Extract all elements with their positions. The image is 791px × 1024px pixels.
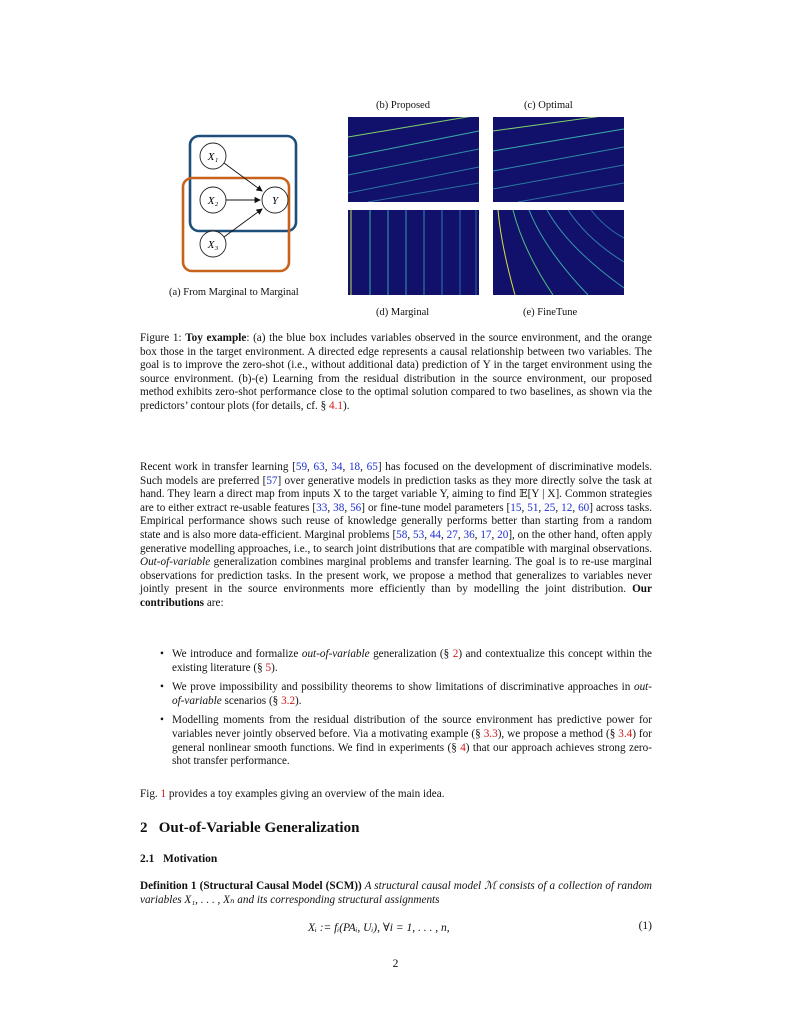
ref-section[interactable]: 5 (265, 661, 272, 674)
label-d: (d) Marginal (376, 307, 430, 318)
equation-number: (1) (638, 920, 652, 932)
subsection-heading: 2.1 Motivation (140, 853, 218, 865)
figure-title: Toy example (185, 332, 247, 344)
label-e: (e) FineTune (523, 307, 578, 318)
section-heading: 2 Out-of-Variable Generalization (140, 820, 360, 836)
citation[interactable]: 65 (366, 461, 378, 473)
contributions-list (172, 648, 652, 775)
ref-figure-1[interactable]: 1 (160, 788, 167, 800)
ref-section[interactable]: 3.4 (618, 727, 633, 740)
list-item: • We prove impossibility and possibility theorems to show limitations of discriminative approaches in out-of-variable scenarios (§ 3.2). (172, 681, 652, 708)
ref-section[interactable]: 4 (460, 741, 466, 754)
citation[interactable]: 51 (527, 501, 539, 514)
label-b: (b) Proposed (376, 100, 430, 111)
list-item: • Modelling moments from the residual distribution of the source environment has predictive power for variables never jointly observed before. Via a motivating example (§ 3.3), we propose a method (§ 3.4) for general nonlinear smooth functions. We find in experiments (§ 4) that our approach achieves strong zero-shot transfer performance. (172, 714, 652, 768)
figure-label: Figure 1: (140, 332, 182, 344)
label-c: (c) Optimal (524, 100, 573, 111)
plot-marginal (348, 210, 479, 295)
list-item: • We introduce and formalize out-of-variable generalization (§ 2) and contextualize this concept within the existing literature (§ 5). (172, 648, 652, 675)
figure-1 (140, 95, 652, 325)
node-x2: X₂ (207, 195, 219, 207)
citation[interactable]: 53 (413, 528, 425, 541)
page-number: 2 (392, 958, 399, 970)
citation[interactable]: 27 (446, 528, 458, 541)
citation[interactable]: 36 (463, 528, 475, 541)
ref-section[interactable]: 3.2 (281, 694, 296, 707)
citation[interactable]: 34 (331, 461, 343, 473)
plot-proposed (348, 117, 479, 202)
ref-section-4-1[interactable]: 4.1 (329, 399, 343, 412)
ref-section[interactable]: 2 (452, 648, 459, 660)
citation[interactable]: 59 (295, 461, 308, 473)
citation[interactable]: 44 (429, 528, 442, 541)
node-y: Y (271, 195, 279, 207)
citation[interactable]: 18 (348, 461, 361, 473)
citation[interactable]: 33 (316, 501, 328, 514)
citation[interactable]: 20 (497, 528, 509, 541)
node-x3: X₃ (207, 239, 219, 251)
citation[interactable]: 63 (313, 461, 325, 473)
ref-section[interactable]: 3.3 (483, 727, 498, 740)
caption-a: (a) From Marginal to Marginal (169, 287, 299, 298)
citation[interactable]: 57 (266, 474, 278, 487)
node-x1: X₁ (207, 151, 219, 163)
citation[interactable]: 56 (350, 501, 362, 514)
equation-body: Xᵢ := fᵢ(PAᵢ, Uᵢ), ∀i = 1, . . . , n, (308, 922, 450, 934)
citation[interactable]: 12 (561, 501, 573, 514)
causal-graph (180, 131, 310, 276)
citation[interactable]: 60 (578, 501, 590, 514)
plot-optimal (493, 117, 624, 202)
citation[interactable]: 25 (544, 501, 556, 514)
citation[interactable]: 38 (333, 501, 345, 514)
figure-caption: Figure 1: Toy example: (a) the blue box includes variables observed in the source environment, and the orange box those in the target environment. A directed edge represents a causal relationship between two variables. The goal is to improve the zero-shot (i.e., without additional data) prediction of Y in the target environment using the source environment. (b)-(e) Learning from the residual distribution in the source environment, our proposed method exhibits zero-shot performance close to the optimal solution compared to two baselines, as shown via the predictors’ contour plots (for details, cf. § 4.1). (140, 332, 653, 412)
definition-1: Definition 1 (Structural Causal Model (SCM)) A structural causal model ℳ consists of a collection of random variables X₁, . . . , Xₙ and its corresponding structural assignments (140, 880, 652, 906)
plot-finetune (493, 210, 624, 295)
intro-paragraph: Recent work in transfer learning [59, 63, 34, 18, 65] has focused on the development of discriminative models. Such models are preferred [57] over generative models in prediction tasks as they more directly solve the task at hand. They learn a direct map from inputs X to the target variable Y, aiming to find 𝔼[Y | X]. Common strategies are to either extract re-usable features [33, 38, 56] or fine-tune model parameters [15, 51, 25, 12, 60] across tasks. Empirical performance shows such reuse of knowledge generally performs better than starting from a random state and is also more data-efficient. Marginal problems [58, 53, 44, 27, 36, 17, 20], on the other hand, often apply generative modelling approaches, i.e., to search joint distributions that are compatible with marginal observations. Out-of-variable generalization combines marginal problems and transfer learning. The goal is to re-use marginal observations for prediction tasks. In the present work, we propose a method that generalizes to variables never jointly present in the source environments more efficiently than by modelling the joint distribution. Our contributions are: (140, 461, 653, 609)
citation[interactable]: 17 (480, 528, 492, 541)
citation[interactable]: 15 (510, 501, 522, 514)
figure-overview-line: Fig. 1 provides a toy examples giving an overview of the main idea. (140, 788, 445, 800)
citation[interactable]: 58 (396, 528, 408, 541)
